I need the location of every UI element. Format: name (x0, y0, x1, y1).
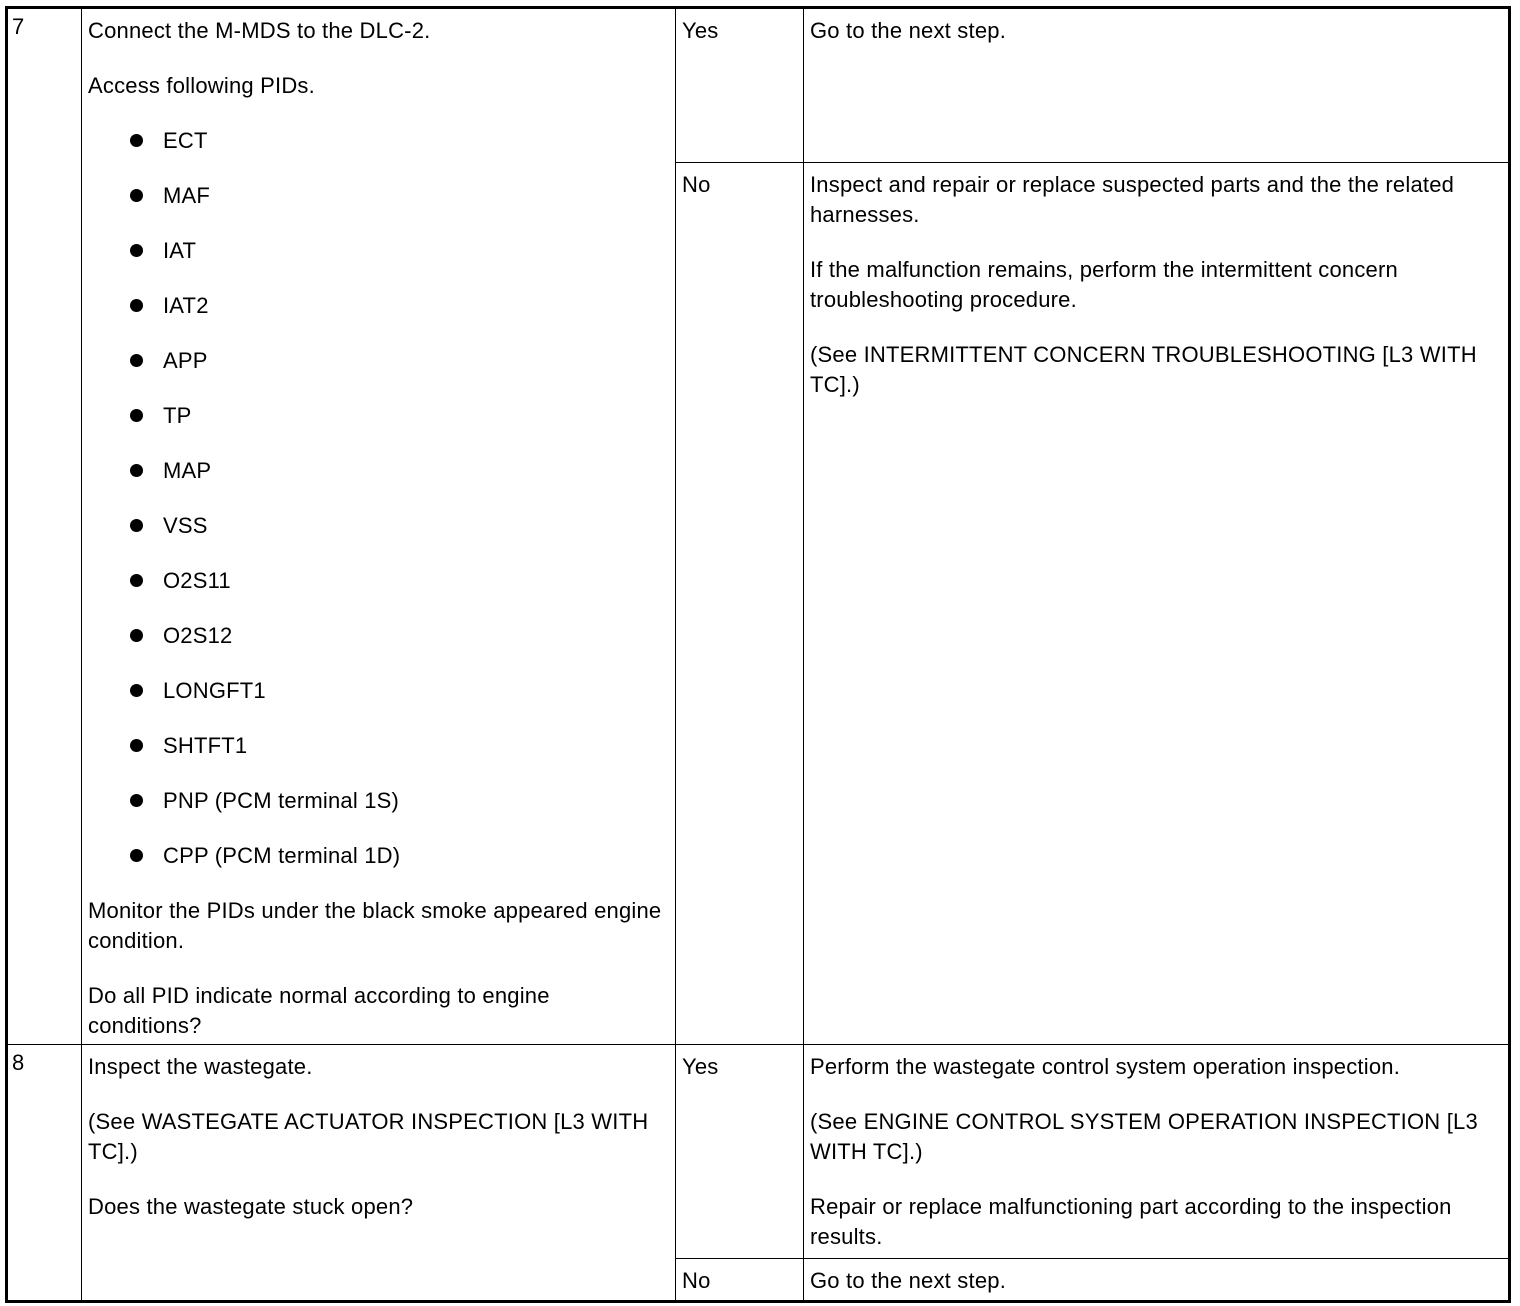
bullet-icon (130, 684, 143, 697)
bullet-icon (130, 189, 143, 202)
step-8-yes-row (7, 1045, 1510, 1259)
pid-item: APP (130, 346, 667, 401)
pid-item: PNP (PCM terminal 1S) (130, 786, 667, 841)
bullet-icon (130, 244, 143, 257)
step-7-yes-label: Yes (676, 8, 804, 163)
pid-item: VSS (130, 511, 667, 566)
step-8-intro: Inspect the wastegate. (88, 1054, 313, 1079)
step-8-question: Does the wastegate stuck open? (88, 1194, 414, 1219)
step-7-question: Do all PID indicate normal according to engine conditions? (88, 983, 550, 1038)
step-7-yes-outcome (804, 8, 1510, 163)
step-7-no-text2: If the malfunction remains, perform the intermittent concern troubleshooting procedure. (810, 257, 1398, 312)
bullet-icon (130, 299, 143, 312)
pid-item: TP (130, 401, 667, 456)
step-8-yes-outcome (804, 1045, 1510, 1259)
step-7-yes-text: Go to the next step. (810, 18, 1007, 43)
pid-item: O2S11 (130, 566, 667, 621)
pid-item: MAF (130, 181, 667, 236)
bullet-icon (130, 134, 143, 147)
pid-item: IAT (130, 236, 667, 291)
bullet-icon (130, 464, 143, 477)
step-7-yes-row (7, 8, 1510, 163)
step-7-access: Access following PIDs. (88, 73, 315, 98)
step-8-yes-text2: (See ENGINE CONTROL SYSTEM OPERATION INSPECTION [L3 WITH TC].) (810, 1109, 1478, 1164)
pid-item: IAT2 (130, 291, 667, 346)
step-7-action (82, 8, 676, 1045)
step-7-monitor: Monitor the PIDs under the black smoke appeared engine condition. (88, 898, 662, 953)
step-8-yes-text1: Perform the wastegate control system operation inspection. (810, 1054, 1401, 1079)
bullet-icon (130, 794, 143, 807)
bullet-icon (130, 629, 143, 642)
pid-item: MAP (130, 456, 667, 511)
step-8-no-text: Go to the next step. (810, 1268, 1007, 1293)
step-8-yes-text3: Repair or replace malfunctioning part according to the inspection results. (810, 1194, 1452, 1249)
step-number-7: 7 (7, 8, 82, 1045)
step-8-no-outcome (804, 1259, 1510, 1302)
pid-item: SHTFT1 (130, 731, 667, 786)
step-number-8: 8 (7, 1045, 82, 1302)
step-7-no-outcome (804, 163, 1510, 1045)
step-8-ref: (See WASTEGATE ACTUATOR INSPECTION [L3 WITH TC].) (88, 1109, 649, 1164)
pid-list (88, 126, 667, 871)
bullet-icon (130, 409, 143, 422)
step-7-no-label: No (676, 163, 804, 1045)
bullet-icon (130, 519, 143, 532)
step-7-intro: Connect the M-MDS to the DLC-2. (88, 18, 431, 43)
pid-item: LONGFT1 (130, 676, 667, 731)
pid-item: ECT (130, 126, 667, 181)
step-7-no-text3: (See INTERMITTENT CONCERN TROUBLESHOOTING [L3 WITH TC].) (810, 342, 1477, 397)
step-8-yes-label: Yes (676, 1045, 804, 1259)
bullet-icon (130, 739, 143, 752)
troubleshooting-table (5, 6, 1511, 1303)
step-7-no-text1: Inspect and repair or replace suspected parts and the the related harnesses. (810, 172, 1455, 227)
bullet-icon (130, 574, 143, 587)
pid-item: O2S12 (130, 621, 667, 676)
pid-item: CPP (PCM terminal 1D) (130, 841, 667, 871)
bullet-icon (130, 849, 143, 862)
step-8-action (82, 1045, 676, 1302)
bullet-icon (130, 354, 143, 367)
step-8-no-label: No (676, 1259, 804, 1302)
